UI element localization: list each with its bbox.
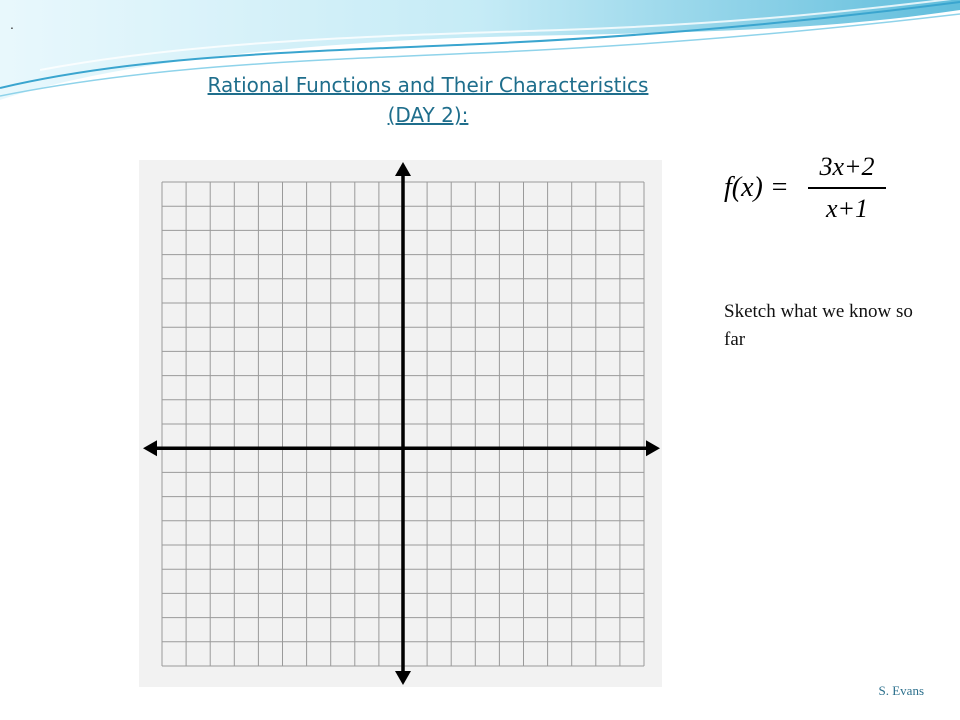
formula-lhs: f(x) = [724, 172, 789, 203]
x-axis-arrow-left [143, 440, 157, 456]
y-axis-arrow-up [395, 162, 411, 176]
slide-title [120, 70, 736, 130]
title-line-1: Rational Functions and Their Characteristics [207, 73, 649, 97]
formula-fraction [808, 150, 886, 226]
formula-numerator: 3x+2 [819, 152, 875, 181]
instruction-text: Sketch what we know so far [724, 301, 913, 350]
slide-bullet-mark: . [10, 16, 14, 32]
author-footer: S. Evans [878, 683, 924, 698]
coordinate-grid [139, 160, 662, 687]
fraction-bar [808, 187, 886, 189]
x-axis-arrow-right [646, 440, 660, 456]
y-axis-arrow-down [395, 671, 411, 685]
title-line-2: (DAY 2): [387, 103, 469, 127]
formula-denominator: x+1 [825, 194, 869, 223]
